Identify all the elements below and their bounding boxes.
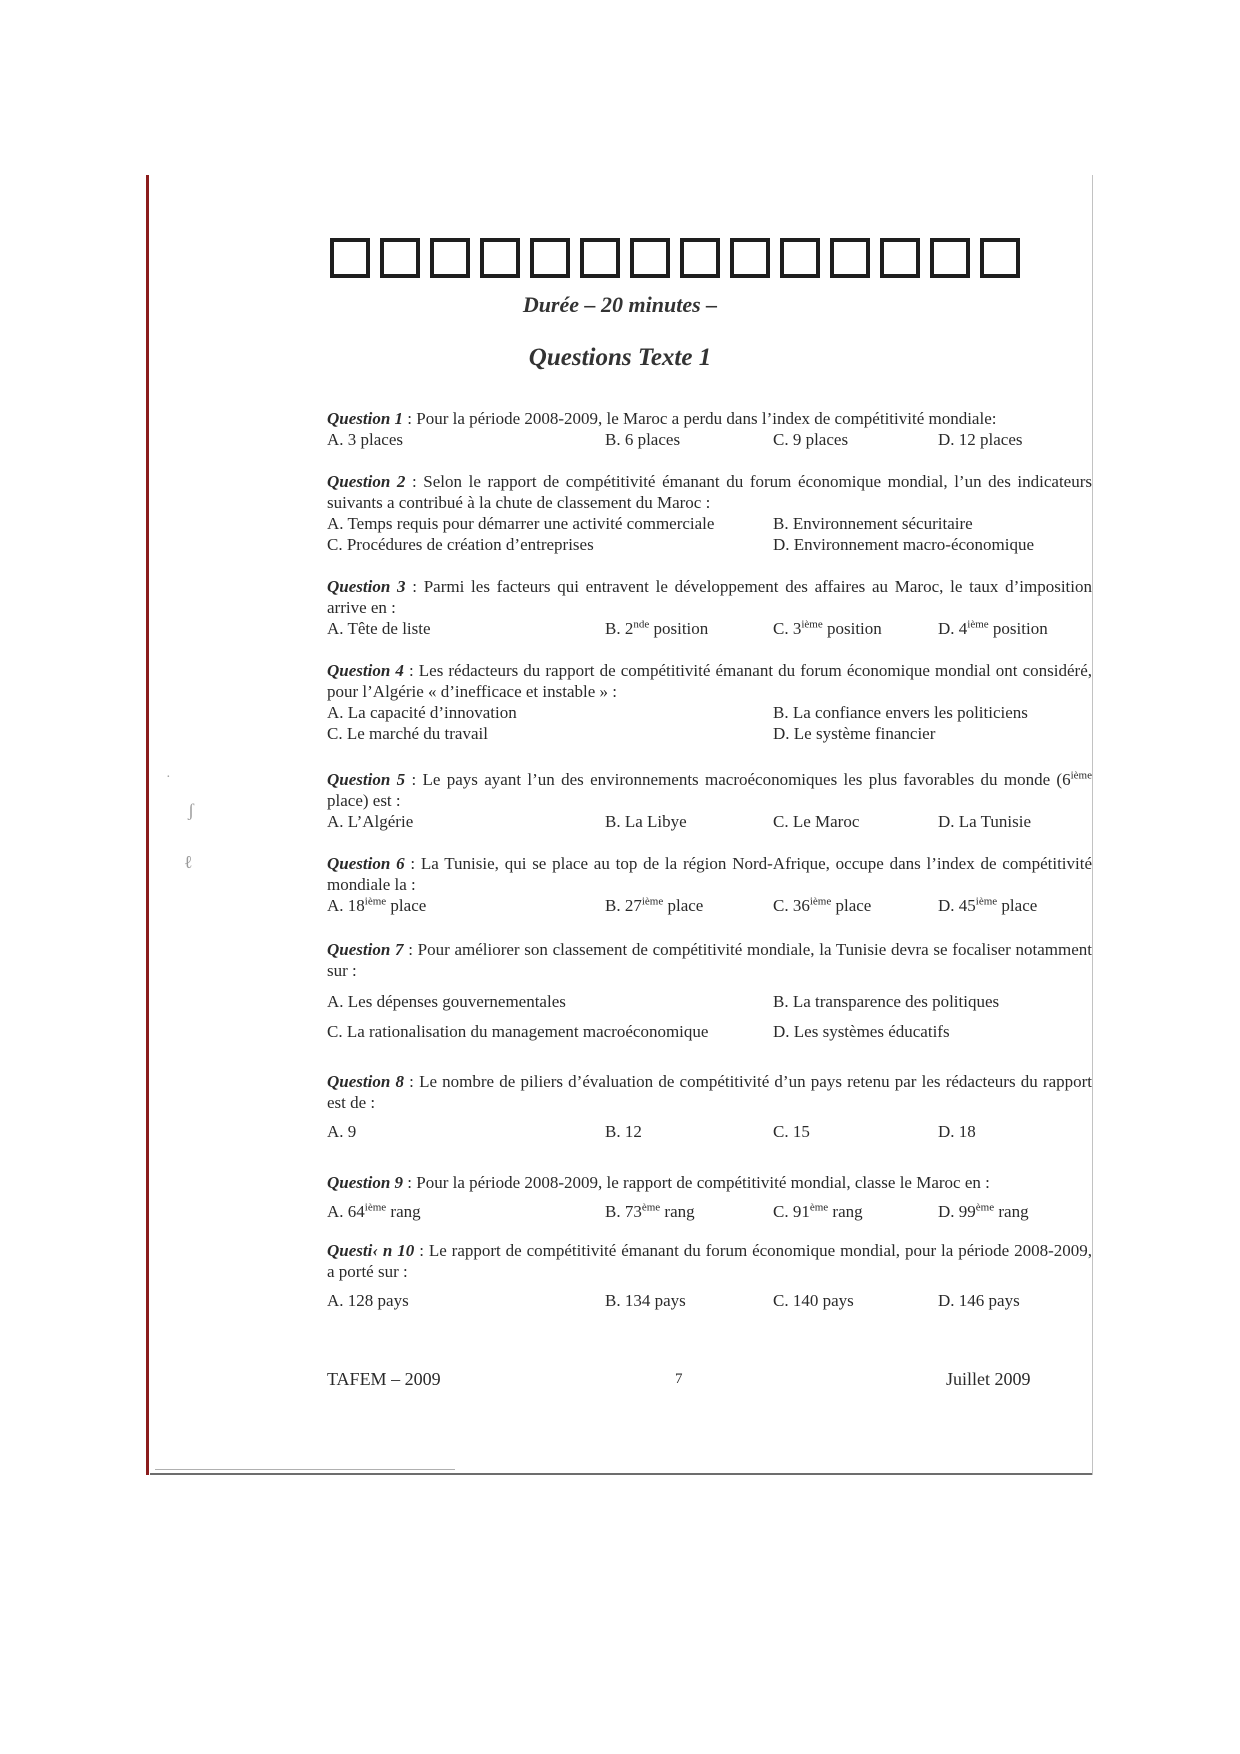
option-c[interactable]: C. 9 places xyxy=(773,430,849,449)
options-row xyxy=(327,895,1092,916)
missing-glyph-box xyxy=(980,238,1020,278)
scan-bottom-edge-secondary xyxy=(155,1469,455,1470)
question-text: : Pour améliorer son classement de compétitivité mondiale, la Tunisie devra se focaliser notamment sur : xyxy=(327,940,1092,980)
missing-glyph-box xyxy=(380,238,420,278)
question-8 xyxy=(327,1071,1092,1142)
question-text: : Parmi les facteurs qui entravent le développement des affaires au Maroc, le taux d’imposition arrive en : xyxy=(327,577,1092,617)
question-label: Question 2 xyxy=(327,472,406,491)
question-label: Question 8 xyxy=(327,1072,404,1091)
options-row xyxy=(327,723,1092,744)
option-a[interactable]: A. Temps requis pour démarrer une activité commerciale xyxy=(327,514,715,533)
option-c[interactable]: C. Le marché du travail xyxy=(327,724,488,743)
question-6 xyxy=(327,853,1092,916)
question-stem xyxy=(327,1172,1092,1193)
section-title: Questions Texte 1 xyxy=(528,344,712,371)
question-text: : Pour la période 2008-2009, le rapport de compétitivité mondial, classe le Maroc en : xyxy=(403,1173,990,1192)
question-stem xyxy=(327,939,1092,981)
missing-glyph-box xyxy=(830,238,870,278)
question-4 xyxy=(327,660,1092,744)
question-stem xyxy=(327,408,1092,429)
options-row xyxy=(327,811,1092,832)
option-c[interactable]: C. 3ième position xyxy=(773,618,882,638)
question-stem xyxy=(327,576,1092,618)
option-d[interactable]: D. 4ième position xyxy=(938,618,1048,638)
option-b[interactable]: B. La transparence des politiques xyxy=(773,992,1000,1011)
footer-exam-name: TAFEM – 2009 xyxy=(327,1369,441,1389)
missing-glyph-box xyxy=(530,238,570,278)
option-c[interactable]: C. 140 pays xyxy=(773,1291,854,1310)
options-row xyxy=(327,1121,1092,1142)
question-label: Questi‹ n 10 xyxy=(327,1241,415,1260)
option-c[interactable]: C. Le Maroc xyxy=(773,812,860,831)
options-row xyxy=(327,702,1092,723)
question-3 xyxy=(327,576,1092,639)
missing-glyph-box xyxy=(430,238,470,278)
question-10 xyxy=(327,1240,1092,1311)
question-stem xyxy=(327,660,1092,702)
option-c[interactable]: C. 36ième place xyxy=(773,895,872,915)
question-label: Question 4 xyxy=(327,661,404,680)
option-a[interactable]: A. L’Algérie xyxy=(327,812,414,831)
question-9 xyxy=(327,1172,1092,1222)
question-2 xyxy=(327,471,1092,555)
scan-speck: ʃ xyxy=(188,800,194,820)
question-label: Question 6 xyxy=(327,854,405,873)
scan-speck: · xyxy=(166,770,171,785)
question-stem xyxy=(327,1240,1092,1282)
option-b[interactable]: B. Environnement sécuritaire xyxy=(773,514,973,533)
question-1 xyxy=(327,408,1092,450)
option-d[interactable]: D. 99ème rang xyxy=(938,1201,1029,1221)
scan-bottom-edge xyxy=(150,1473,1092,1475)
question-5 xyxy=(327,769,1092,832)
question-stem xyxy=(327,471,1092,513)
exam-duration: Durée – 20 minutes – xyxy=(522,292,718,317)
option-a[interactable]: A. 128 pays xyxy=(327,1291,409,1310)
option-c[interactable]: C. 91ème rang xyxy=(773,1201,863,1221)
option-a[interactable]: A. 18ième place xyxy=(327,895,427,915)
question-7 xyxy=(327,939,1092,1042)
question-label: Question 5 xyxy=(327,770,406,789)
options-row xyxy=(327,534,1092,555)
option-c[interactable]: C. Procédures de création d’entreprises xyxy=(327,535,594,554)
missing-glyph-box xyxy=(880,238,920,278)
option-d[interactable]: D. 45ième place xyxy=(938,895,1038,915)
missing-glyph-box xyxy=(580,238,620,278)
option-b[interactable]: B. La Libye xyxy=(605,812,687,831)
option-b[interactable]: B. 27ième place xyxy=(605,895,704,915)
option-d[interactable]: D. 18 xyxy=(938,1122,976,1141)
option-a[interactable]: A. 3 places xyxy=(327,430,404,449)
missing-glyph-box xyxy=(480,238,520,278)
option-d[interactable]: D. Environnement macro-économique xyxy=(773,535,1035,554)
question-text: : Selon le rapport de compétitivité émanant du forum économique mondial, l’un des indicateurs suivants a contribué à la chute de classement du Maroc : xyxy=(327,472,1092,512)
option-d[interactable]: D. La Tunisie xyxy=(938,812,1032,831)
option-b[interactable]: B. 73ème rang xyxy=(605,1201,695,1221)
option-a[interactable]: A. 64ième rang xyxy=(327,1201,421,1221)
page-number: 7 xyxy=(675,1371,683,1387)
option-b[interactable]: B. 134 pays xyxy=(605,1291,686,1310)
option-a[interactable]: A. Les dépenses gouvernementales xyxy=(327,992,566,1011)
option-a[interactable]: A. La capacité d’innovation xyxy=(327,703,517,722)
option-d[interactable]: D. Le système financier xyxy=(773,724,936,743)
option-b[interactable]: B. 12 xyxy=(605,1122,642,1141)
scan-speck: ℓ xyxy=(184,852,193,872)
option-c[interactable]: C. 15 xyxy=(773,1122,810,1141)
options-row xyxy=(327,429,1092,450)
missing-glyph-box xyxy=(630,238,670,278)
question-label: Question 7 xyxy=(327,940,404,959)
options-row xyxy=(327,1021,1092,1042)
option-b[interactable]: B. 6 places xyxy=(605,430,681,449)
question-text: : Les rédacteurs du rapport de compétitivité émanant du forum économique mondial ont considéré, pour l’Algérie « d’inefficace et instable » : xyxy=(327,661,1092,701)
option-d[interactable]: D. 146 pays xyxy=(938,1291,1020,1310)
option-b[interactable]: B. 2nde position xyxy=(605,618,709,638)
question-label: Question 9 xyxy=(327,1173,404,1192)
options-row xyxy=(327,513,1092,534)
option-c[interactable]: C. La rationalisation du management macroéconomique xyxy=(327,1022,709,1041)
option-d[interactable]: D. 12 places xyxy=(938,430,1023,449)
question-stem xyxy=(327,1071,1092,1113)
question-text: : La Tunisie, qui se place au top de la région Nord-Afrique, occupe dans l’index de compétitivité mondiale la : xyxy=(327,854,1093,894)
question-stem xyxy=(327,853,1092,895)
page-title-boxes xyxy=(330,238,1020,284)
option-a[interactable]: A. Tête de liste xyxy=(327,619,431,638)
option-d[interactable]: D. Les systèmes éducatifs xyxy=(773,1022,950,1041)
missing-glyph-box xyxy=(330,238,370,278)
option-b[interactable]: B. La confiance envers les politiciens xyxy=(773,703,1028,722)
options-row xyxy=(327,1290,1092,1311)
option-a[interactable]: A. 9 xyxy=(327,1122,357,1141)
question-text: : Le rapport de compétitivité émanant du forum économique mondial, pour la période 2008-2009, a porté sur : xyxy=(327,1241,1092,1281)
missing-glyph-box xyxy=(930,238,970,278)
question-label: Question 3 xyxy=(327,577,406,596)
question-text: : Pour la période 2008-2009, le Maroc a perdu dans l’index de compétitivité mondiale: xyxy=(403,409,997,428)
missing-glyph-box xyxy=(780,238,820,278)
question-text: : Le nombre de piliers d’évaluation de compétitivité d’un pays retenu par les rédacteurs du rapport est de : xyxy=(327,1072,1093,1112)
missing-glyph-box xyxy=(680,238,720,278)
footer-date: Juillet 2009 xyxy=(946,1369,1031,1389)
question-label: Question 1 xyxy=(327,409,404,428)
options-row xyxy=(327,618,1092,639)
options-row xyxy=(327,991,1092,1012)
question-stem: Question 5 : Le pays ayant l’un des environnements macroéconomiques les plus favorables du monde (6ième place) est : xyxy=(327,769,1092,810)
options-row xyxy=(327,1201,1092,1222)
missing-glyph-box xyxy=(730,238,770,278)
